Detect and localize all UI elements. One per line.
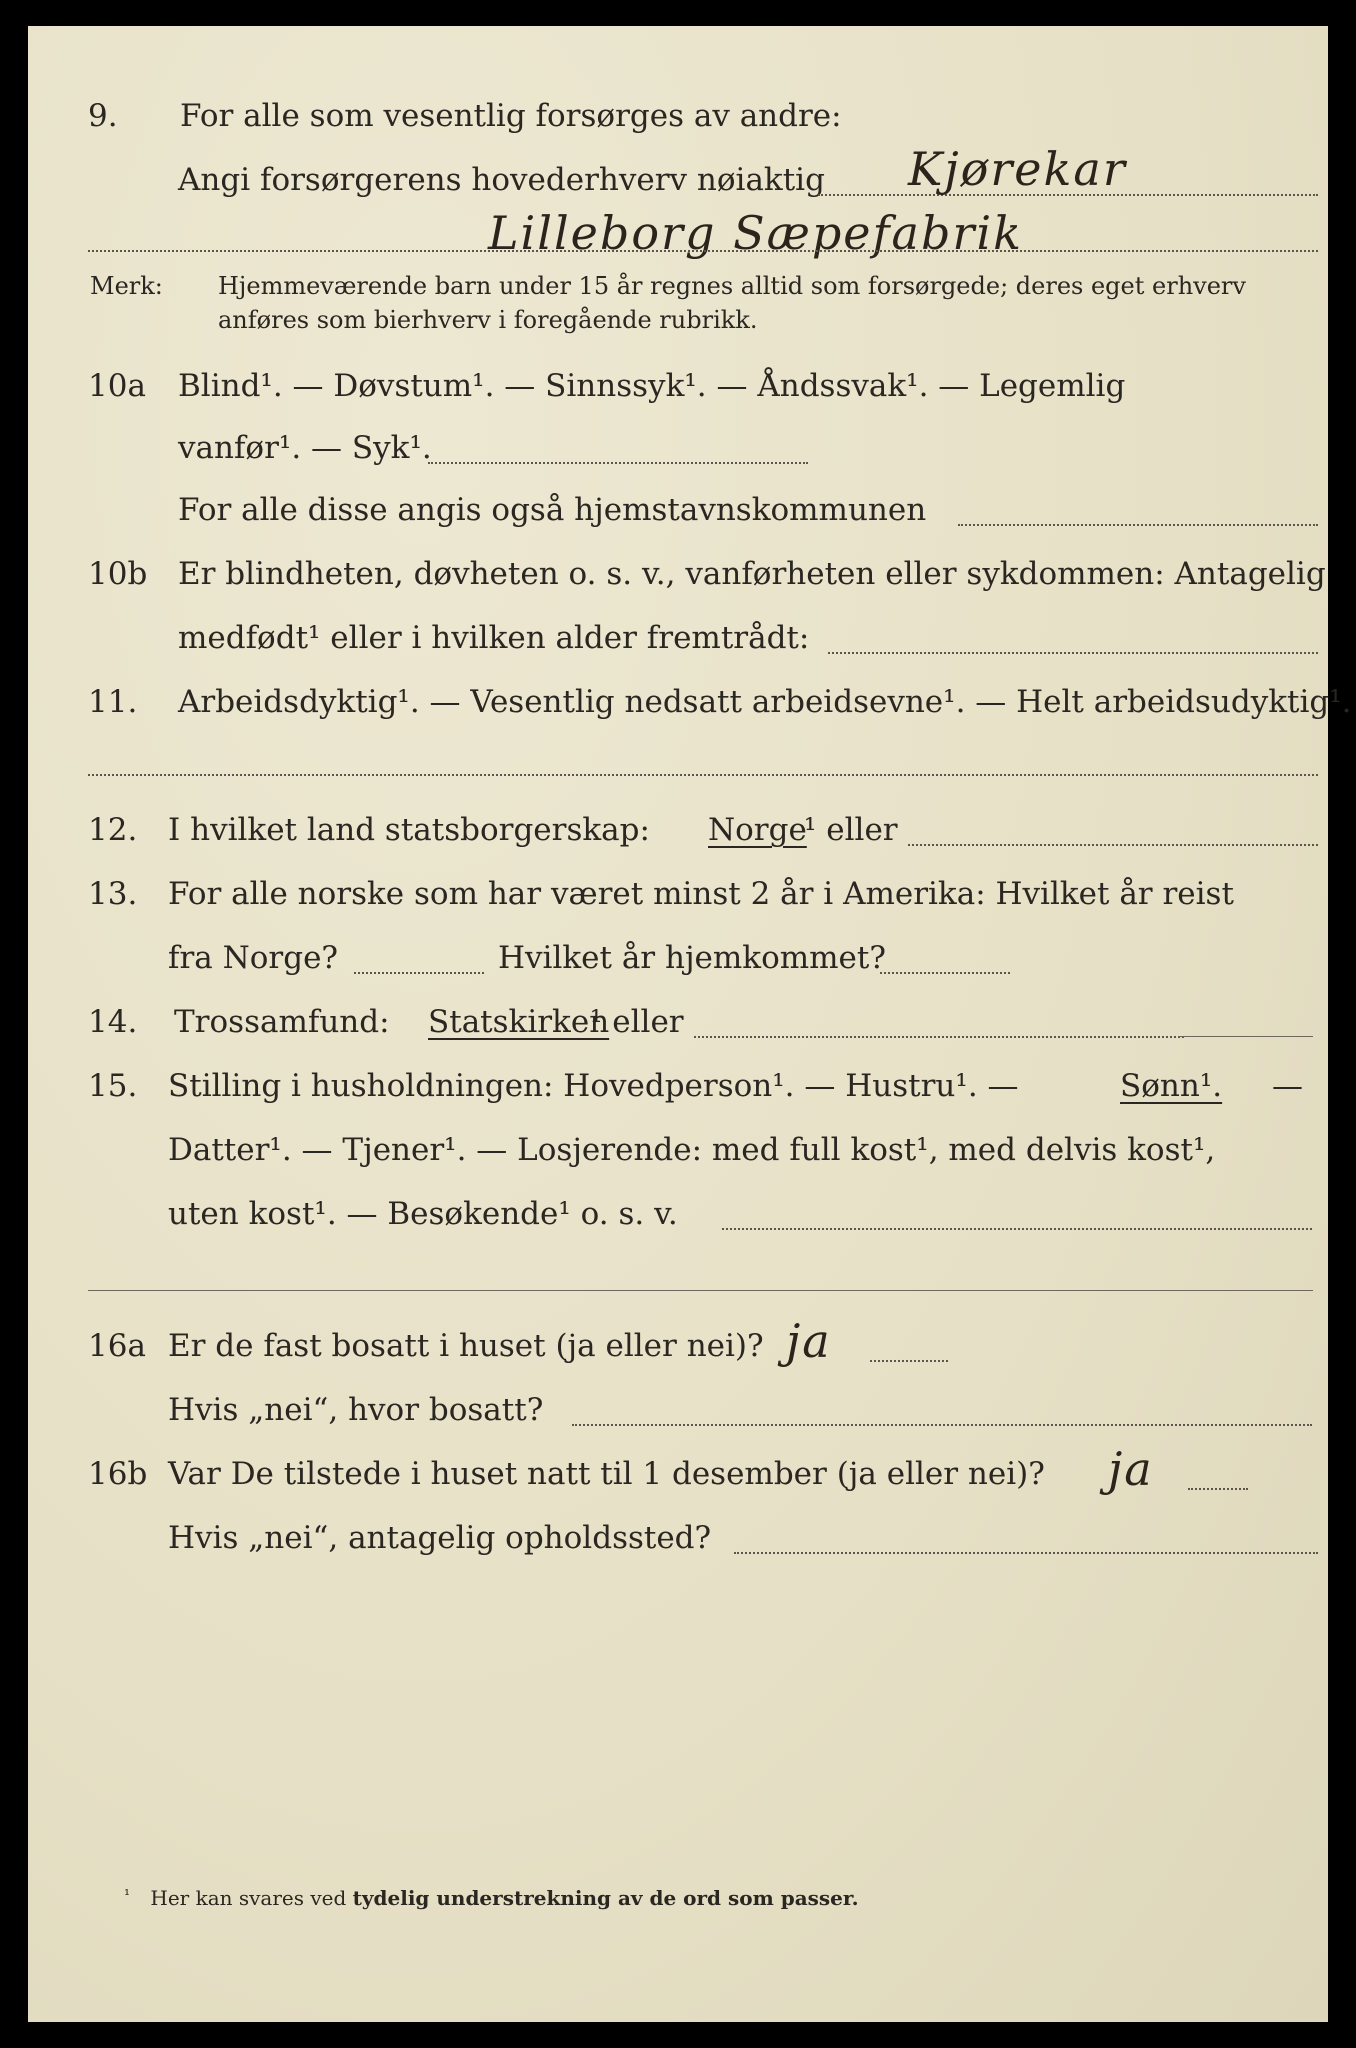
separator-dotted (88, 774, 1318, 776)
footnote-text: Her kan svares ved (150, 1886, 353, 1910)
underlined-option-sonn: Sønn¹. (1120, 1068, 1223, 1104)
answer-line (828, 652, 1318, 654)
question-text: Hvilket år hjemkommet? (498, 940, 886, 976)
question-text: vanfør¹. — Syk¹. (178, 430, 432, 466)
question-number: 13. (88, 876, 138, 912)
answer-line (880, 972, 1010, 974)
question-number: 10a (88, 368, 146, 404)
question-text: Datter¹. — Tjener¹. — Losjerende: med full kost¹, med delvis kost¹, (168, 1132, 1216, 1168)
question-number: 12. (88, 812, 138, 848)
answer-line (88, 250, 1318, 252)
question-text: uten kost¹. — Besøkende¹ o. s. v. (168, 1196, 678, 1232)
handwritten-answer: ja (1108, 1442, 1154, 1496)
question-text: I hvilket land statsborgerskap: (168, 812, 650, 848)
underlined-option-statskirken: Statskirken (428, 1004, 610, 1040)
question-text: medfødt¹ eller i hvilken alder fremtrådt: (178, 620, 810, 656)
answer-line (1188, 1488, 1248, 1490)
question-number: 14. (88, 1004, 138, 1040)
question-text: For alle som vesentlig forsørges av andre: (180, 98, 842, 134)
question-text: For alle norske som har været minst 2 år i Amerika: Hvilket år reist (168, 876, 1234, 912)
question-text: ¹ eller (804, 812, 898, 848)
question-text: Er blindheten, døvheten o. s. v., vanførheten eller sykdommen: Antagelig (178, 556, 1326, 592)
answer-line (428, 462, 808, 464)
census-form-page (28, 26, 1352, 2022)
question-text: fra Norge? (168, 940, 339, 976)
question-text: Blind¹. — Døvstum¹. — Sinnssyk¹. — Åndssvak¹. — Legemlig (178, 368, 1126, 404)
question-text: Trossamfund: (174, 1004, 390, 1040)
answer-line (958, 524, 1318, 526)
handwritten-answer: ja (786, 1314, 832, 1368)
footnote-bold-text: tydelig understrekning av de ord som passer. (352, 1886, 859, 1910)
question-number: 16b (88, 1456, 148, 1492)
handwritten-answer: Lilleborg Sæpefabrik (488, 206, 1023, 260)
question-number: 11. (88, 684, 138, 720)
question-text: ¹ eller (590, 1004, 684, 1040)
question-number: 9. (88, 98, 118, 134)
handwritten-answer: Kjørekar (908, 142, 1127, 196)
answer-line (722, 1228, 1312, 1230)
answer-line (354, 972, 484, 974)
answer-line (1178, 1036, 1313, 1037)
question-number: 15. (88, 1068, 138, 1104)
answer-line (694, 1036, 1184, 1038)
note-text: anføres som bierhverv i foregående rubrikk. (218, 306, 758, 334)
question-number: 16a (88, 1328, 146, 1364)
question-text: Var De tilstede i huset natt til 1 desember (ja eller nei)? (168, 1456, 1045, 1492)
question-text: — (1272, 1068, 1303, 1104)
separator-line (88, 1290, 1313, 1291)
answer-line (870, 1360, 948, 1362)
answer-line (734, 1552, 1318, 1554)
question-text: Stilling i husholdningen: Hovedperson¹. — Hustru¹. — (168, 1068, 1019, 1104)
question-text: Arbeidsdyktig¹. — Vesentlig nedsatt arbeidsevne¹. — Helt arbeidsudyktig¹. (178, 684, 1352, 720)
question-text: Hvis „nei“, hvor bosatt? (168, 1392, 544, 1428)
footnote (124, 1886, 859, 1910)
question-text: Angi forsørgerens hovederhverv nøiaktig (178, 162, 825, 198)
underlined-option-norge: Norge (708, 812, 807, 848)
question-text: Hvis „nei“, antagelig opholdssted? (168, 1520, 712, 1556)
answer-line (908, 844, 1318, 846)
note-text: Hjemmeværende barn under 15 år regnes alltid som forsørgede; deres eget erhverv (218, 272, 1246, 300)
footnote-mark: ¹ (124, 1886, 131, 1904)
question-text: Er de fast bosatt i huset (ja eller nei)? (168, 1328, 764, 1364)
answer-line (572, 1424, 1312, 1426)
note-label: Merk: (90, 272, 163, 300)
question-text: For alle disse angis også hjemstavnskommunen (178, 492, 927, 528)
question-number: 10b (88, 556, 148, 592)
